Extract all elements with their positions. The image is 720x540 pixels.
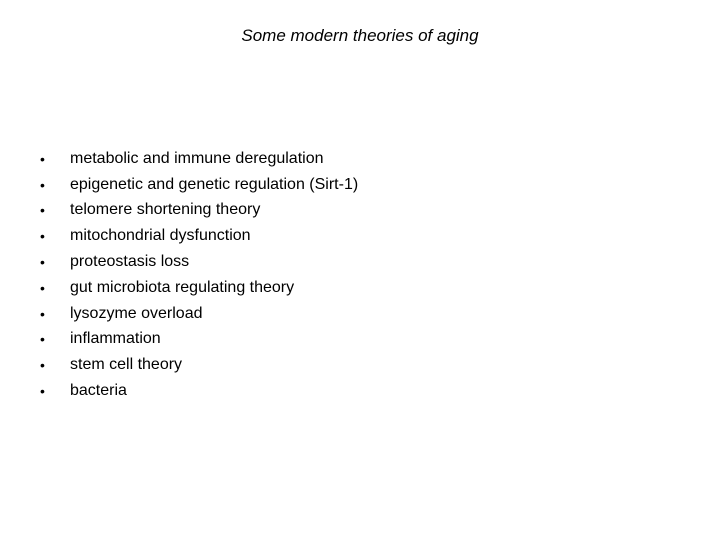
bullet-icon: • — [40, 228, 45, 245]
bullet-icon: • — [40, 331, 45, 348]
list-item-text: metabolic and immune deregulation — [70, 149, 324, 167]
list-item-text: bacteria — [70, 382, 127, 400]
list-item-text: proteostasis loss — [70, 253, 190, 271]
list-item-text: gut microbiota regulating theory — [70, 278, 295, 296]
bullet-icon: • — [40, 305, 45, 322]
list-item — [40, 172, 358, 198]
list-item — [40, 352, 358, 378]
list-item-text: inflammation — [70, 330, 161, 348]
list-item — [40, 198, 358, 224]
list-item-text: lysozyme overload — [70, 304, 203, 322]
bullet-icon: • — [40, 254, 45, 271]
bullet-icon: • — [40, 150, 45, 167]
list-item-text: epigenetic and genetic regulation (Sirt-1) — [70, 175, 359, 193]
list-item — [40, 249, 358, 275]
list-item — [40, 378, 358, 404]
list-item — [40, 301, 358, 327]
list-item — [40, 223, 358, 249]
list-item-text: telomere shortening theory — [70, 201, 261, 219]
list-item-text: mitochondrial dysfunction — [70, 227, 251, 245]
list-item — [40, 275, 358, 301]
bullet-icon: • — [40, 176, 45, 193]
slide-title: Some modern theories of aging — [241, 26, 479, 45]
bullet-icon: • — [40, 383, 45, 400]
list-item-text: stem cell theory — [70, 356, 183, 374]
bullet-list — [40, 146, 358, 404]
bullet-icon: • — [40, 202, 45, 219]
list-item — [40, 327, 358, 353]
list-item — [40, 146, 358, 172]
bullet-icon: • — [40, 357, 45, 374]
bullet-icon: • — [40, 279, 45, 296]
